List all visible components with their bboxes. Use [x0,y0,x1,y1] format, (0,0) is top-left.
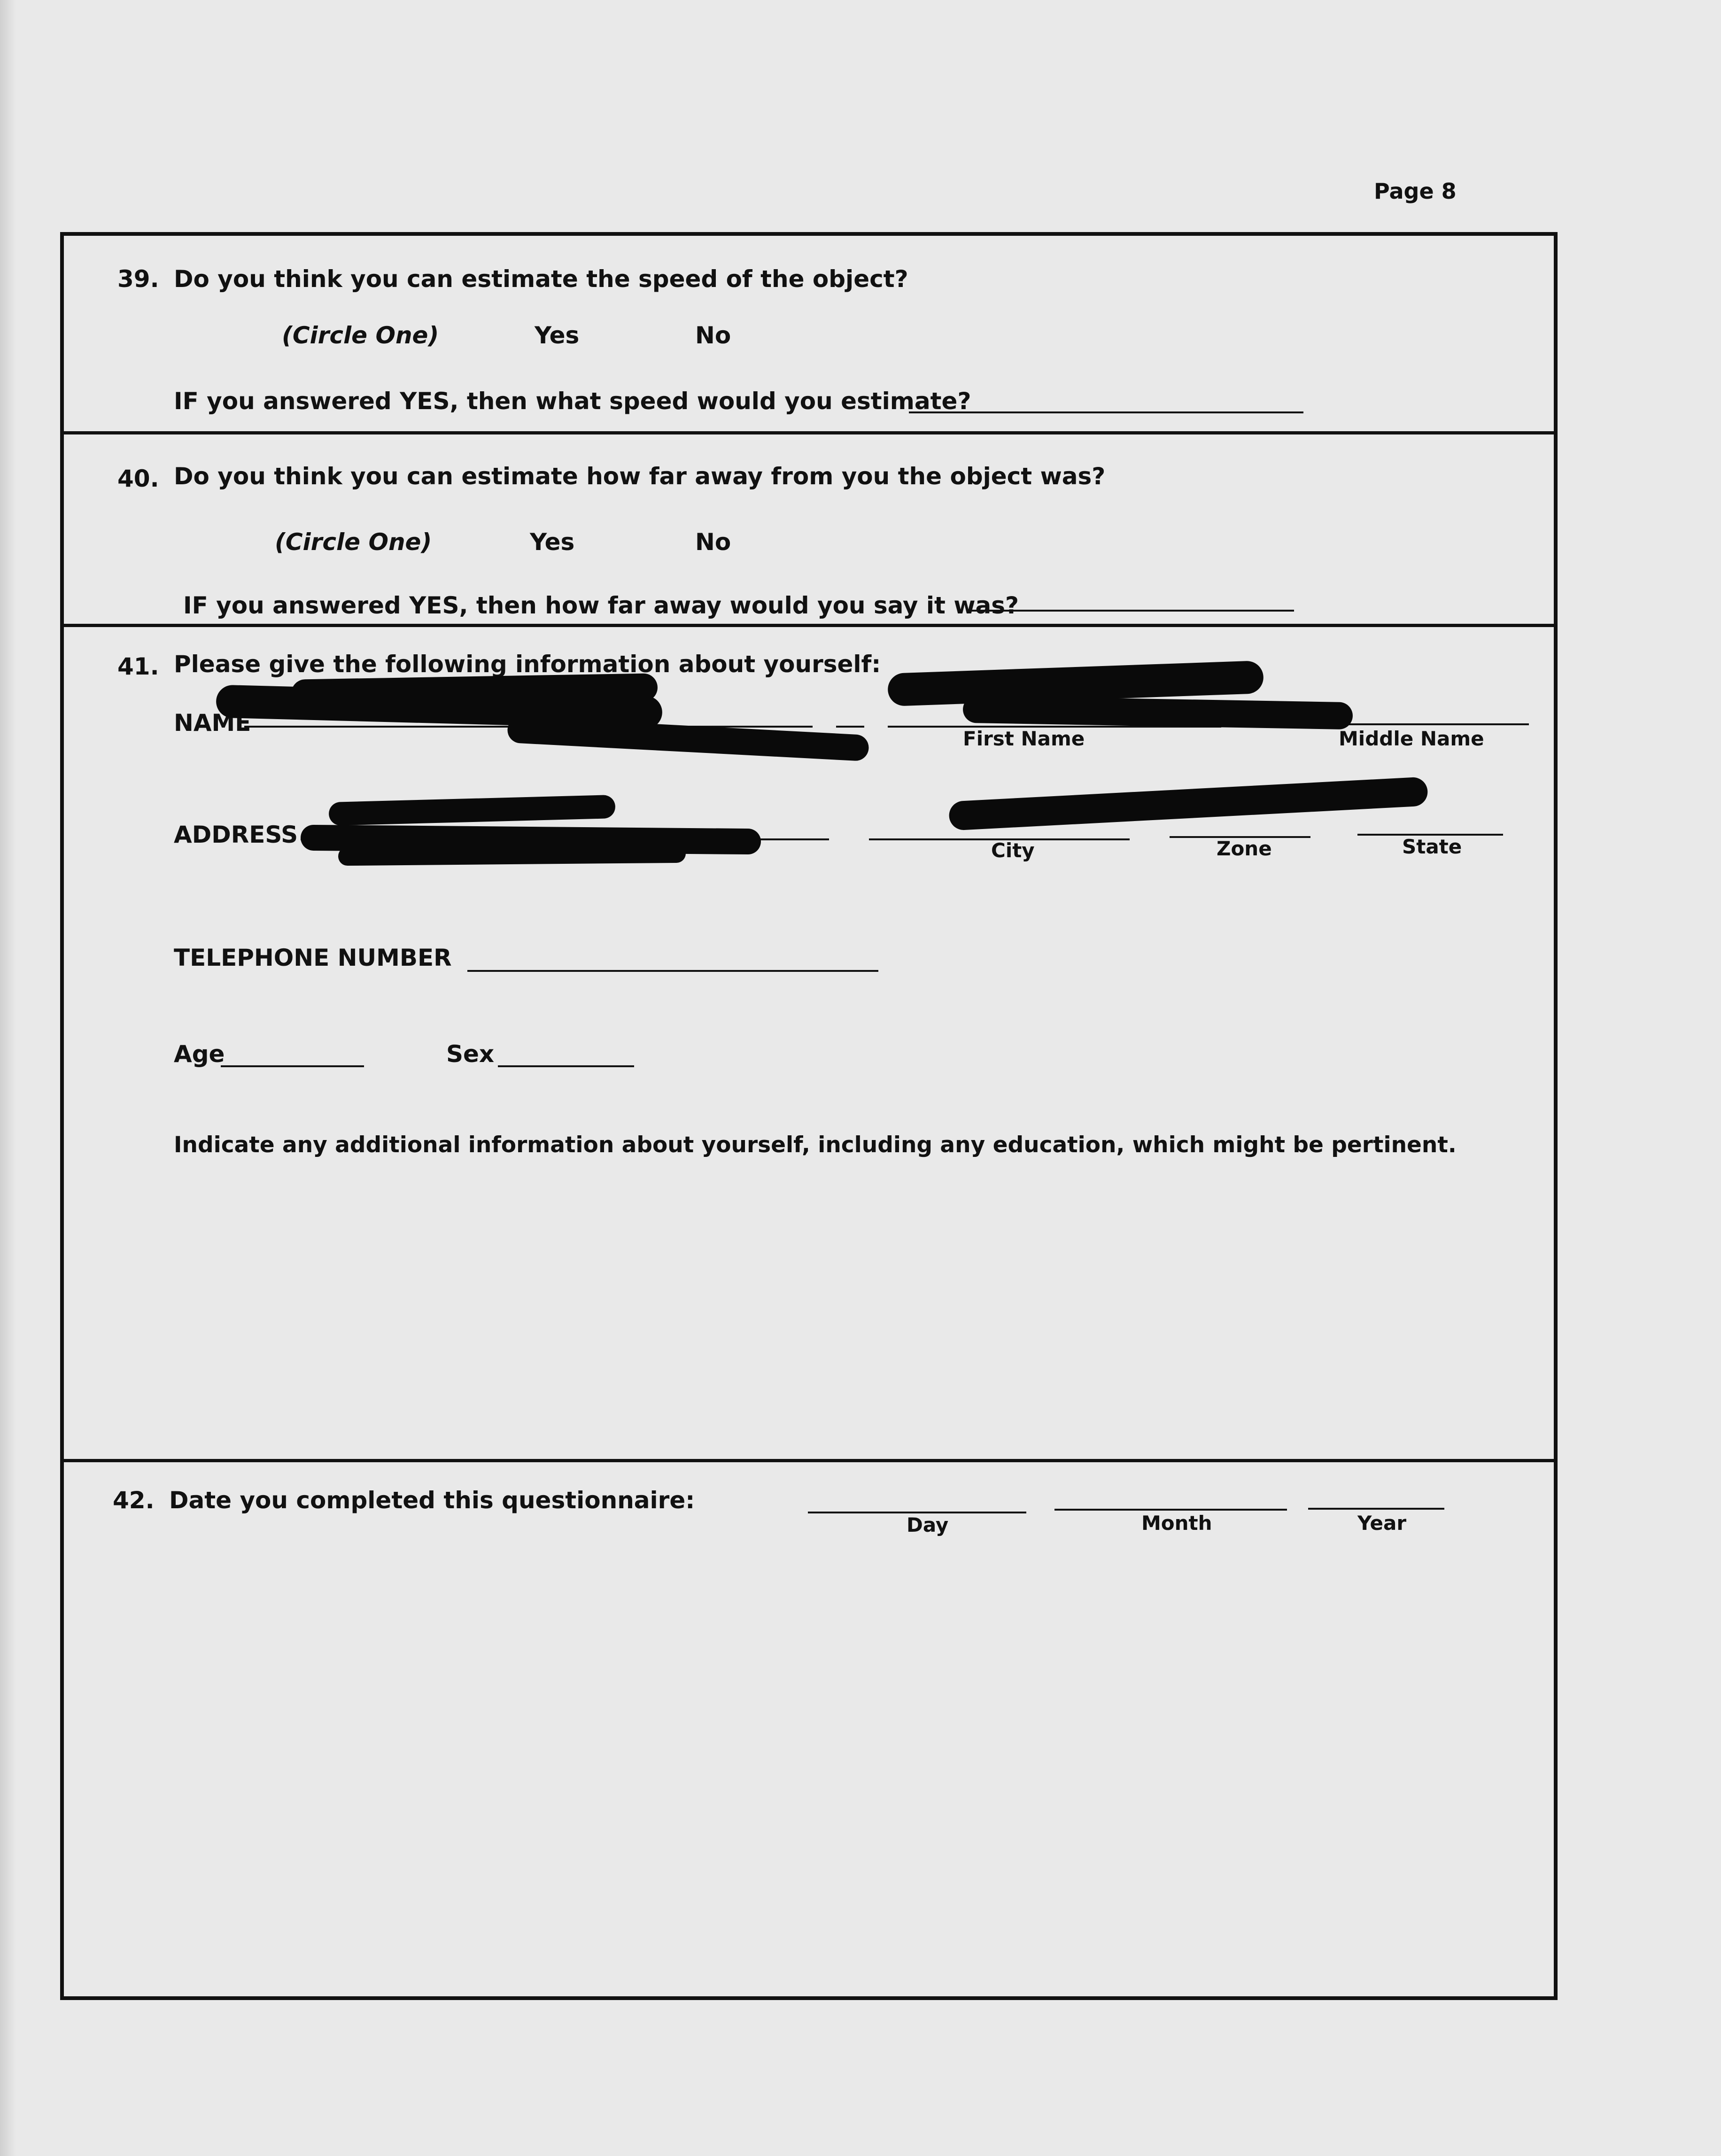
middle-name-caption: Middle Name [1339,727,1484,750]
section-divider-41-42 [64,1459,1554,1462]
form-box [60,232,1558,2000]
circle-one-label: (Circle One) [282,322,439,349]
followup-text: IF you answered YES, then how far away would you say it was? [183,592,1019,619]
speed-answer-line[interactable] [909,411,1303,413]
month-caption: Month [1141,1512,1212,1535]
followup-text: IF you answered YES, then what speed would you estimate? [174,388,971,415]
question-number: 42. [113,1487,155,1514]
year-caption: Year [1357,1512,1407,1535]
day-caption: Day [907,1513,949,1536]
zone-caption: Zone [1217,837,1272,860]
question-number: 39. [117,265,159,293]
section-divider-40-41 [64,624,1554,627]
first-name-caption: First Name [963,727,1085,750]
address-label: ADDRESS [174,821,298,848]
additional-info-area[interactable] [174,1174,1527,1437]
question-text: Do you think you can estimate the speed of the object? [174,265,908,293]
question-text: Date you completed this questionnaire: [169,1487,695,1514]
telephone-label: TELEPHONE NUMBER [174,944,452,971]
additional-info-prompt: Indicate any additional information about yourself, including any education, which might be pertinent. [174,1132,1457,1158]
age-line[interactable] [221,1065,364,1067]
telephone-line[interactable] [467,970,878,972]
state-caption: State [1402,835,1462,858]
section-divider-39-40 [64,431,1554,434]
sex-label: Sex [446,1040,495,1068]
no-option[interactable]: No [695,322,731,349]
city-caption: City [991,839,1035,862]
yes-option[interactable]: Yes [535,322,580,349]
name-separator-line [836,726,864,728]
redaction-mark [338,844,686,866]
question-text: Please give the following information about yourself: [174,651,881,678]
distance-answer-line[interactable] [968,610,1294,612]
yes-option[interactable]: Yes [530,528,575,556]
question-number: 41. [117,653,159,680]
question-text: Do you think you can estimate how far away from you the object was? [174,463,1106,490]
page-number: Page 8 [1374,178,1457,204]
year-line[interactable] [1308,1508,1444,1510]
age-label: Age [174,1040,225,1068]
circle-one-label: (Circle One) [275,528,432,556]
question-number: 40. [117,465,159,492]
name-label: NAME [174,709,251,737]
sex-line[interactable] [498,1065,634,1067]
no-option[interactable]: No [695,528,731,556]
month-line[interactable] [1054,1509,1287,1511]
scan-edge-shadow [0,0,16,2156]
